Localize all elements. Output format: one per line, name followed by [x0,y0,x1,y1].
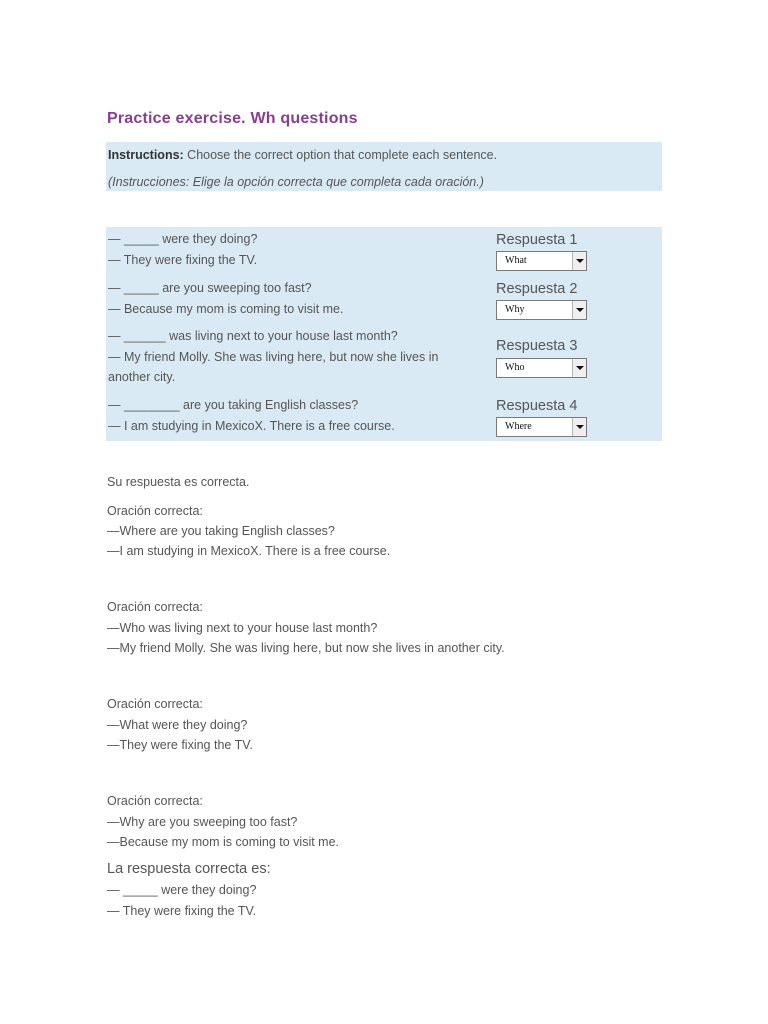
instructions-line [108,148,497,162]
instructions-box [106,142,662,191]
question-text [108,395,468,436]
selected-value: Who [505,362,525,373]
questions-panel [106,227,662,441]
answer-select-1[interactable] [496,251,587,271]
question-text [108,229,468,270]
correction-line: —I am studying in MexicoX. There is a free course. [107,544,391,558]
question-line: — _____ are you sweeping too fast? [108,281,312,295]
chevron-down-icon[interactable] [572,301,586,319]
question-text [108,278,468,319]
selected-value: Why [505,304,525,315]
answer-label: Respuesta 4 [496,398,578,414]
question-line: — _____ were they doing? [108,232,258,246]
correction-line: —Where are you taking English classes? [107,524,335,538]
question-line: — ________ are you taking English classes? [108,398,359,412]
answer-line: — Because my mom is coming to visit me. [108,301,344,316]
feedback-status: Su respuesta es correcta. [107,475,250,489]
correction-line: —They were fixing the TV. [107,738,253,752]
answer-label: Respuesta 1 [496,232,578,248]
correct-answer-heading: La respuesta correcta es: [107,861,271,877]
chevron-down-icon[interactable] [572,252,586,270]
correction-line: —What were they doing? [107,718,248,732]
answer-label: Respuesta 2 [496,281,578,297]
correction-line: —My friend Molly. She was living here, but now she lives in another city. [107,641,505,655]
correction-line: —Why are you sweeping too fast? [107,815,298,829]
correction-heading: Oración correcta: [107,504,203,518]
answer-line: — My friend Molly. She was living here, but now she lives in another city. [108,349,439,384]
question-text [108,326,468,388]
correction-heading: Oración correcta: [107,697,203,711]
question-line: — ______ was living next to your house last month? [108,329,398,343]
instructions-label: Instructions: [108,148,184,162]
instructions-translation: (Instrucciones: Elige la opción correcta que completa cada oración.) [108,175,484,189]
chevron-down-icon[interactable] [572,418,586,436]
answer-line: — They were fixing the TV. [108,252,258,267]
selected-value: Where [505,421,532,432]
correction-line: —Because my mom is coming to visit me. [107,835,340,849]
correction-heading: Oración correcta: [107,600,203,614]
answer-line: — I am studying in MexicoX. There is a free course. [108,418,395,433]
chevron-down-icon[interactable] [572,359,586,377]
selected-value: What [505,255,527,266]
instructions-text: Choose the correct option that complete each sentence. [183,148,498,162]
answer-label: Respuesta 3 [496,338,578,354]
answer-select-2[interactable] [496,300,587,320]
correction-heading: Oración correcta: [107,794,203,808]
correction-line: —Who was living next to your house last month? [107,621,378,635]
answer-select-4[interactable] [496,417,587,437]
correct-answer-line: — They were fixing the TV. [107,904,257,918]
answer-select-3[interactable] [496,358,587,378]
page-title: Practice exercise. Wh questions [107,110,358,127]
correct-answer-line: — _____ were they doing? [107,883,257,897]
